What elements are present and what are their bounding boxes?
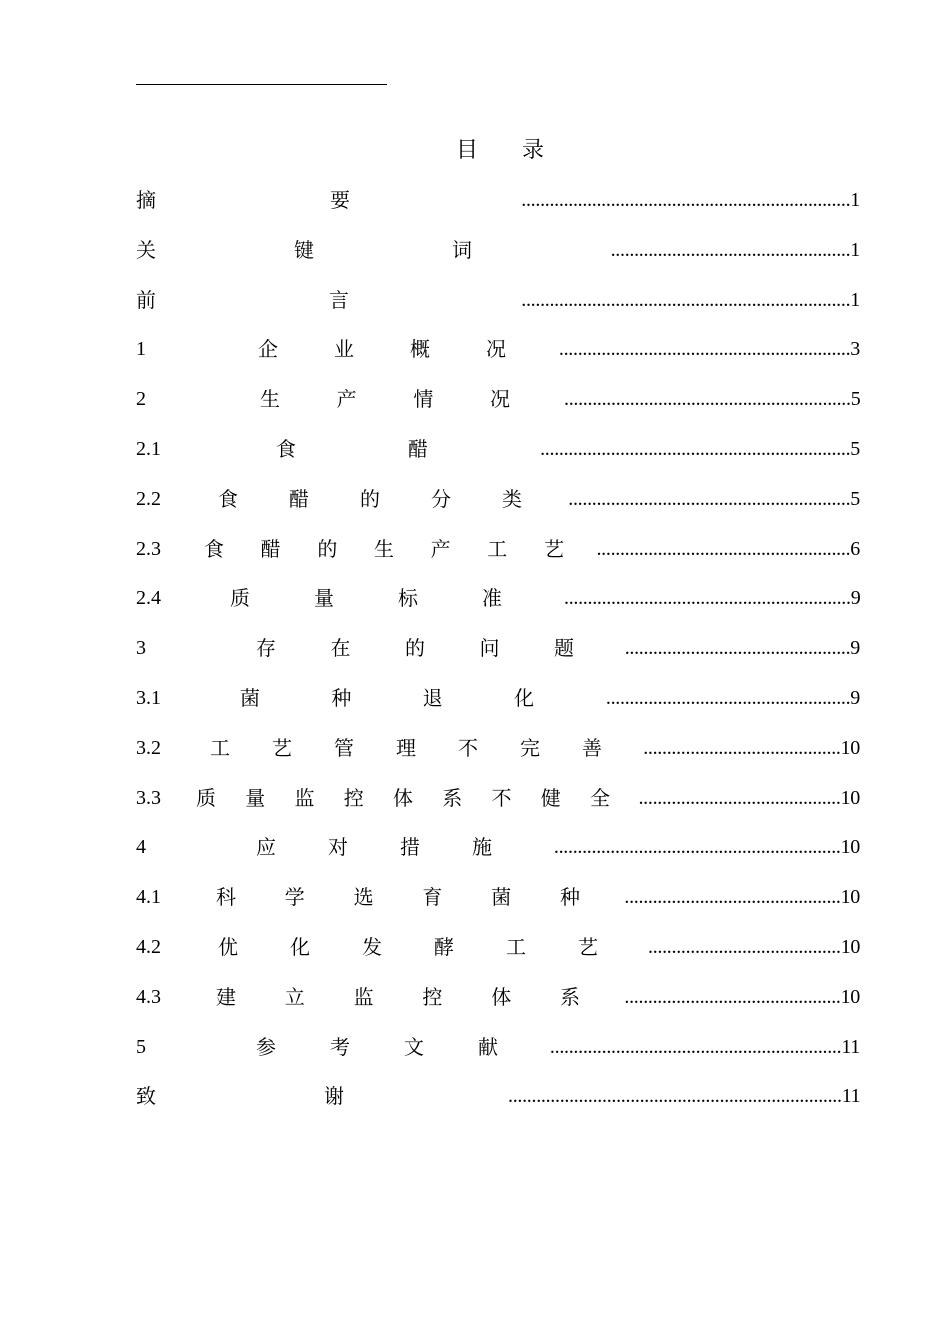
toc-dot-leader — [536, 435, 860, 463]
toc-entry-number: 2.4 — [136, 587, 161, 610]
toc-entry-title: 优 化 发 酵 工 艺 — [218, 934, 598, 959]
toc-entry-page: 6 — [850, 537, 860, 560]
toc-entry-title: 应 对 措 施 — [256, 835, 492, 860]
toc-entry-title: 企 业 概 况 — [258, 337, 506, 362]
toc-entry-title: 食 醋 的 生 产 工 艺 — [204, 536, 564, 561]
toc-leader-dots: ......................................... — [648, 935, 841, 958]
toc-leader-dots: .................................................... — [605, 686, 851, 709]
toc-dot-leader — [568, 485, 860, 513]
toc-title-char: 目 — [455, 138, 478, 163]
toc-entry-page: 10 — [840, 786, 860, 809]
toc-dot-leader — [608, 236, 860, 264]
toc-entry-number: 4 — [136, 836, 146, 859]
toc-entry-number: 2 — [136, 388, 146, 411]
toc-entry-title: 致 谢 — [136, 1084, 344, 1109]
toc-list — [136, 186, 860, 1132]
toc-leader-dots: .............................................. — [624, 886, 841, 909]
toc-entry-title: 生 产 情 况 — [260, 387, 510, 412]
toc-entry[interactable] — [136, 186, 860, 236]
toc-entry-number: 3.3 — [136, 786, 161, 809]
toc-entry-number: 5 — [136, 1035, 146, 1058]
toc-leader-dots: ................................................... — [610, 238, 851, 261]
toc-entry[interactable] — [136, 933, 860, 983]
toc-entry[interactable] — [136, 535, 860, 585]
toc-entry[interactable] — [136, 1082, 860, 1132]
header-rule — [136, 84, 387, 85]
toc-leader-dots: .............................................................. — [549, 1035, 842, 1058]
toc-entry-number: 4.3 — [136, 985, 161, 1008]
toc-leader-dots: .................................................................. — [540, 437, 851, 460]
toc-entry-title: 质 量 监 控 体 系 不 健 全 — [196, 785, 610, 810]
toc-dot-leader — [520, 186, 860, 214]
toc-entry-page: 5 — [850, 437, 860, 460]
toc-leader-dots: .............................................. — [624, 985, 841, 1008]
toc-entry-number: 3.2 — [136, 736, 161, 759]
toc-entry[interactable] — [136, 1033, 860, 1083]
toc-entry-title: 建 立 监 控 体 系 — [216, 984, 580, 1009]
toc-entry-title: 食 醋 — [276, 436, 428, 461]
toc-entry-page: 1 — [850, 238, 860, 261]
toc-entry[interactable] — [136, 784, 860, 834]
toc-leader-dots: ............................................................ — [568, 487, 851, 510]
toc-entry-page: 10 — [840, 886, 860, 909]
toc-entry[interactable] — [136, 584, 860, 634]
toc-entry[interactable] — [136, 435, 860, 485]
toc-dot-leader — [624, 983, 860, 1011]
toc-dot-leader — [548, 1033, 860, 1061]
toc-entry-page: 10 — [840, 836, 860, 859]
toc-entry-page: 10 — [840, 985, 860, 1008]
toc-leader-dots: ...................................................................... — [521, 288, 851, 311]
toc-entry-title: 质 量 标 准 — [230, 586, 502, 611]
toc-entry-number: 4.2 — [136, 935, 161, 958]
toc-entry[interactable] — [136, 335, 860, 385]
toc-entry-number: 2.3 — [136, 537, 161, 560]
toc-entry-title: 摘 要 — [136, 188, 350, 212]
toc-dot-leader — [508, 1082, 860, 1110]
toc-entry[interactable] — [136, 286, 860, 336]
toc-dot-leader — [596, 535, 860, 563]
toc-dot-leader — [552, 833, 860, 861]
toc-leader-dots: .......................................... — [643, 736, 841, 759]
toc-entry-title: 前 言 — [136, 287, 349, 312]
toc-entry-page: 1 — [850, 288, 860, 311]
toc-entry-page: 1 — [850, 189, 860, 211]
toc-entry-title: 关 键 词 — [136, 237, 472, 262]
toc-dot-leader — [648, 933, 860, 961]
toc-leader-dots: ................................................ — [624, 637, 851, 660]
toc-entry-page: 10 — [840, 935, 860, 958]
toc-entry[interactable] — [136, 385, 860, 435]
toc-leader-dots: ....................................................................... — [508, 1085, 842, 1108]
toc-entry-page: 5 — [850, 388, 860, 411]
toc-entry[interactable] — [136, 634, 860, 684]
toc-leader-dots: .............................................................. — [558, 338, 851, 361]
toc-entry-title: 菌 种 退 化 — [240, 685, 534, 710]
toc-entry-page: 3 — [850, 338, 860, 361]
toc-leader-dots: ............................................................. — [564, 388, 851, 411]
toc-entry-number: 1 — [136, 338, 146, 361]
toc-entry-number: 4.1 — [136, 886, 161, 909]
toc-entry-title: 食 醋 的 分 类 — [218, 486, 522, 511]
toc-entry-page: 9 — [850, 637, 860, 660]
toc-entry-page: 10 — [840, 736, 860, 759]
toc-entry-number: 3.1 — [136, 686, 161, 709]
toc-title — [0, 136, 950, 166]
toc-entry[interactable] — [136, 684, 860, 734]
toc-entry-page: 9 — [850, 587, 860, 610]
toc-entry[interactable] — [136, 983, 860, 1033]
toc-entry[interactable] — [136, 485, 860, 535]
toc-leader-dots: ...................................................................... — [521, 189, 851, 211]
toc-entry-title: 参 考 文 献 — [256, 1034, 498, 1059]
toc-leader-dots: ........................................... — [638, 786, 841, 809]
toc-entry-page: 11 — [841, 1035, 860, 1058]
toc-title-char: 录 — [522, 138, 545, 163]
toc-dot-leader — [624, 634, 860, 662]
toc-leader-dots: ............................................................. — [564, 587, 851, 610]
toc-entry[interactable] — [136, 734, 860, 784]
toc-leader-dots: ...................................................... — [596, 537, 851, 560]
toc-entry-title: 科 学 选 育 菌 种 — [216, 885, 580, 910]
toc-leader-dots: ............................................................. — [553, 836, 841, 859]
toc-dot-leader — [636, 784, 860, 812]
toc-entry-title: 工 艺 管 理 不 完 善 — [210, 735, 602, 760]
toc-entry-title: 存 在 的 问 题 — [256, 636, 574, 661]
toc-dot-leader — [642, 734, 860, 762]
toc-dot-leader — [602, 684, 860, 712]
toc-dot-leader — [558, 335, 860, 363]
toc-entry[interactable] — [136, 236, 860, 286]
toc-dot-leader — [520, 286, 860, 314]
toc-entry-number: 2.2 — [136, 487, 161, 510]
toc-entry-number: 2.1 — [136, 437, 161, 460]
toc-entry-page: 5 — [850, 487, 860, 510]
toc-entry[interactable] — [136, 833, 860, 883]
toc-dot-leader — [564, 385, 860, 413]
toc-entry-number: 3 — [136, 637, 146, 660]
toc-entry-page: 11 — [841, 1085, 860, 1108]
toc-dot-leader — [564, 584, 860, 612]
toc-entry-page: 9 — [850, 686, 860, 709]
toc-dot-leader — [624, 883, 860, 911]
toc-entry[interactable] — [136, 883, 860, 933]
